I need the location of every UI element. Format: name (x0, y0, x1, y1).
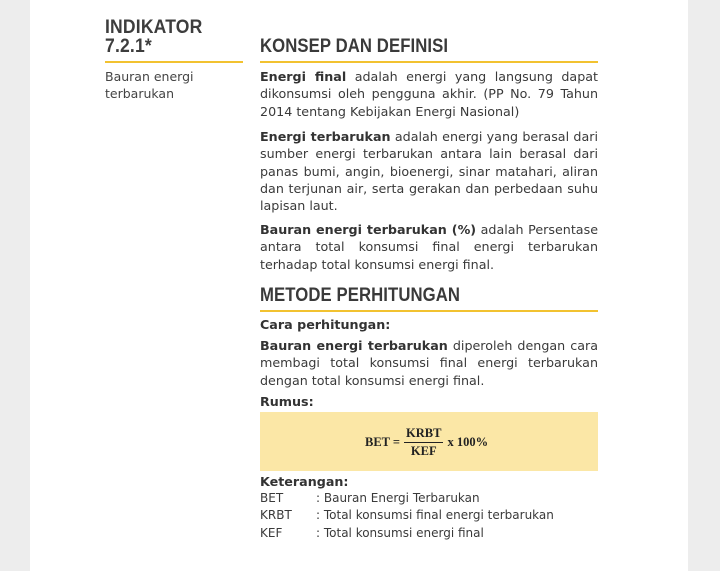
section-heading-metode (260, 285, 598, 307)
section-heading-konsep (260, 36, 598, 58)
section-divider-metode (260, 310, 598, 312)
paragraph-cara-perhitungan (260, 337, 598, 389)
definition-energi-terbarukan: adalah energi yang berasal dari sumber energi terbarukan antara lain berasal dari panas bumi, angin, bioenergi, sinar matahari, aliran dan terjunan air, serta gerakan dan perbedaan suhu lapisan laut. (260, 129, 598, 214)
legend-row (260, 525, 598, 542)
formula (365, 425, 488, 459)
indicator-title-line1: INDIKATOR (105, 16, 203, 38)
paragraph-bauran-energi (260, 221, 598, 273)
formula-numerator: KRBT (404, 426, 443, 443)
indicator-divider (105, 61, 243, 63)
rumus-label: Rumus: (260, 394, 314, 409)
paragraph-energi-final (260, 68, 598, 120)
section-heading-konsep-text: KONSEP DAN DEFINISI (260, 36, 449, 57)
term-bauran-energi: Bauran energi terbarukan (%) (260, 222, 477, 237)
document-page (30, 0, 688, 571)
section-heading-metode-text: METODE PERHITUNGAN (260, 285, 461, 306)
keterangan-label: Keterangan: (260, 474, 349, 489)
indicator-code: 7.2.1* (105, 35, 152, 57)
formula-fraction (404, 426, 443, 459)
legend-list (260, 490, 598, 542)
term-energi-final: Energi final (260, 69, 347, 84)
term-energi-terbarukan: Energi terbarukan (260, 129, 391, 144)
cara-perhitungan-label: Cara perhitungan: (260, 317, 391, 332)
legend-row (260, 490, 598, 507)
legend-desc: : Total konsumsi final energi terbarukan (316, 508, 554, 523)
formula-box (260, 412, 598, 471)
indicator-column (105, 16, 275, 101)
legend-abbr: KRBT (260, 508, 292, 523)
legend-row (260, 507, 598, 524)
legend-abbr: KEF (260, 525, 283, 540)
legend-desc: : Bauran Energi Terbarukan (316, 491, 480, 505)
term-bauran-energi-terbarukan: Bauran energi terbarukan (260, 338, 448, 353)
section-divider-konsep (260, 61, 598, 63)
formula-rhs: x 100% (447, 434, 489, 449)
indicator-description: Bauran energi terbarukan (105, 69, 194, 101)
formula-lhs: BET = (365, 434, 401, 449)
cara-perhitungan-text: diperoleh dengan cara membagi total konsumsi final energi terbarukan dengan total konsumsi energi final. (260, 338, 598, 388)
legend-desc: : Total konsumsi energi final (316, 525, 484, 540)
paragraph-energi-terbarukan (260, 128, 598, 214)
definition-bauran-energi: adalah Persentase antara total konsumsi final energi terbarukan terhadap total konsumsi energi final. (260, 222, 599, 272)
definition-energi-final: adalah energi yang langsung dapat dikonsumsi oleh pengguna akhir. (PP No. 79 Tahun 2014 tentang Kebijakan Energi Nasional) (260, 69, 598, 119)
formula-denominator: KEF (410, 443, 437, 458)
indicator-title (105, 18, 258, 56)
legend-abbr: BET (260, 491, 284, 505)
